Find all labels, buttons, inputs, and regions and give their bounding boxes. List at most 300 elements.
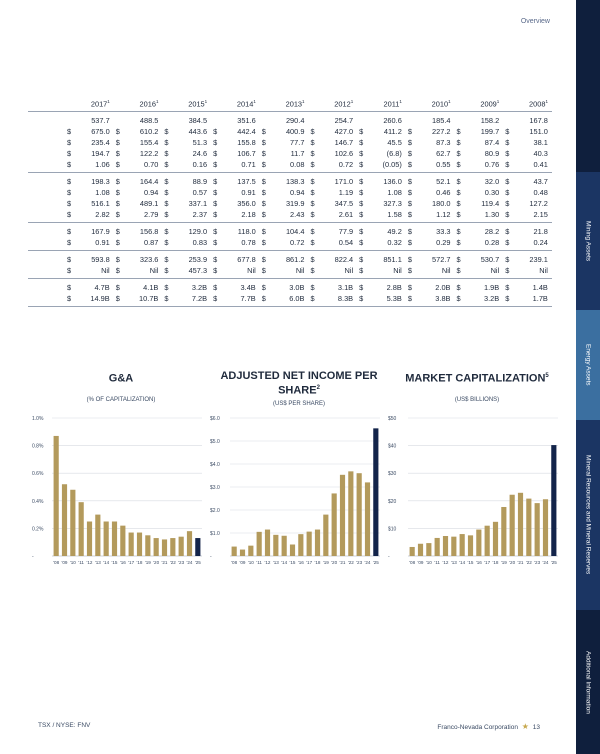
- table-cell: [65, 160, 114, 169]
- bar: [518, 493, 523, 556]
- bar: [476, 530, 481, 556]
- table-cell: [406, 116, 455, 125]
- table-cell: [162, 138, 211, 147]
- cell-value: 43.7: [533, 177, 548, 186]
- table-cell: [406, 210, 455, 219]
- y-tick-label: $10: [388, 526, 397, 533]
- currency-symbol: $: [261, 177, 266, 186]
- cell-value: 0.32: [387, 238, 402, 247]
- table-cell: [503, 149, 552, 158]
- side-nav-label: Energy Assets: [584, 344, 592, 386]
- cell-value: 2.61: [338, 210, 354, 219]
- bar: [145, 535, 150, 556]
- cell-value: 0.91: [241, 188, 256, 197]
- table-cell: [406, 294, 455, 303]
- bar: [273, 535, 278, 556]
- bar: [493, 522, 498, 556]
- table-cell: [162, 177, 211, 186]
- currency-symbol: $: [456, 127, 461, 136]
- currency-symbol: $: [310, 238, 315, 247]
- y-tick-label: $50: [388, 416, 397, 422]
- cell-value: 0.83: [192, 238, 208, 247]
- table-body: [28, 112, 552, 307]
- bar: [95, 515, 100, 556]
- cell-value: 122.2: [139, 149, 159, 158]
- footer-page-info: [437, 722, 540, 731]
- currency-symbol: $: [310, 127, 315, 136]
- currency-symbol: $: [310, 210, 315, 219]
- table-cell: [162, 188, 211, 197]
- table-cell: [65, 188, 114, 197]
- currency-symbol: $: [115, 266, 120, 275]
- currency-symbol: $: [407, 160, 412, 169]
- table-row-group: [28, 112, 552, 173]
- table-cell: [308, 210, 357, 219]
- table-cell: [211, 199, 260, 208]
- bar: [323, 515, 328, 556]
- cell-value: 443.6: [188, 127, 208, 136]
- currency-symbol: $: [261, 188, 266, 197]
- cell-value: Nil: [101, 266, 110, 275]
- table-row: [28, 159, 552, 170]
- cell-value: 851.1: [383, 255, 402, 264]
- currency-symbol: $: [359, 127, 364, 136]
- bar: [543, 499, 548, 556]
- currency-symbol: $: [456, 266, 461, 275]
- cell-value: 2.43: [290, 210, 305, 219]
- chart-subtitle: (% OF CAPITALIZATION): [86, 396, 156, 403]
- cell-value: 3.4B: [240, 283, 256, 292]
- chart-subtitle: (US$ PER SHARE): [272, 400, 325, 407]
- cell-value: 3.0B: [289, 283, 305, 292]
- bar: [365, 482, 370, 556]
- currency-symbol: $: [261, 227, 266, 236]
- currency-symbol: $: [407, 238, 412, 247]
- table-cell: [406, 149, 455, 158]
- side-nav-mining-assets[interactable]: [576, 172, 600, 310]
- cell-value: 0.46: [436, 188, 451, 197]
- cell-value: 7.2B: [191, 294, 208, 303]
- x-tick-label: '19: [322, 560, 329, 565]
- table-row: [28, 265, 552, 276]
- cell-value: 127.2: [529, 199, 548, 208]
- cell-value: 610.2: [139, 127, 159, 136]
- bar: [460, 534, 465, 556]
- cell-value: Nil: [393, 266, 402, 275]
- table-cell: [406, 227, 455, 236]
- side-nav-mineral-reserves[interactable]: [576, 420, 600, 610]
- table-cell: [260, 127, 309, 136]
- bar: [315, 530, 320, 556]
- cell-value: 87.3: [436, 138, 451, 147]
- table-cell: [357, 116, 406, 125]
- currency-symbol: $: [115, 149, 120, 158]
- side-nav-label: Additional Information: [584, 650, 592, 714]
- cell-value: 0.72: [338, 160, 354, 169]
- currency-symbol: $: [115, 188, 120, 197]
- currency-symbol: $: [456, 238, 461, 247]
- currency-symbol: $: [359, 294, 364, 303]
- cell-value: 356.0: [237, 199, 256, 208]
- bar: [162, 539, 167, 556]
- x-tick-label: '15: [289, 560, 296, 565]
- cell-value: 0.94: [290, 188, 305, 197]
- table-cell: [406, 266, 455, 275]
- currency-symbol: $: [261, 199, 266, 208]
- table-cell: [503, 255, 552, 264]
- cell-value: 0.71: [241, 160, 256, 169]
- table-cell: [455, 160, 504, 169]
- table-cell: [211, 116, 260, 125]
- table-cell: [162, 210, 211, 219]
- table-cell: [162, 199, 211, 208]
- cell-value: 0.16: [192, 160, 208, 169]
- table-row: [28, 176, 552, 187]
- cell-value: 1.08: [387, 188, 402, 197]
- cell-value: 442.4: [237, 127, 256, 136]
- currency-symbol: $: [505, 255, 510, 264]
- table-row: [28, 187, 552, 198]
- table-cell: [406, 127, 455, 136]
- cell-value: 3.1B: [337, 283, 354, 292]
- bar: [332, 493, 337, 556]
- cell-value: 0.57: [192, 188, 208, 197]
- cell-value: 3.2B: [483, 294, 500, 303]
- table-cell: [65, 255, 114, 264]
- cell-value: 49.2: [387, 227, 402, 236]
- table-cell: [455, 188, 504, 197]
- x-tick-label: '21: [517, 560, 524, 565]
- chart-title: MARKET CAPITALIZATION$^5$: [405, 372, 549, 385]
- currency-symbol: $: [67, 138, 72, 147]
- currency-symbol: $: [164, 266, 169, 275]
- cell-value: 167.8: [529, 116, 548, 125]
- cell-value: 151.0: [529, 127, 548, 136]
- table-cell: [65, 127, 114, 136]
- x-tick-label: '11: [78, 560, 84, 565]
- currency-symbol: $: [456, 255, 461, 264]
- table-cell: [503, 127, 552, 136]
- table-row: [28, 209, 552, 220]
- table-cell: [357, 266, 406, 275]
- y-tick-label: $20: [388, 498, 397, 505]
- table-cell: [260, 266, 309, 275]
- table-cell: [260, 199, 309, 208]
- y-tick-label: $6.0: [210, 416, 220, 422]
- cell-value: 0.41: [533, 160, 548, 169]
- table-cell: [211, 160, 260, 169]
- x-tick-label: '17: [128, 560, 135, 565]
- table-cell: [260, 255, 309, 264]
- bar: [435, 538, 440, 556]
- cell-value: 77.9: [338, 227, 354, 236]
- currency-symbol: $: [359, 160, 364, 169]
- cell-value: 129.0: [188, 227, 208, 236]
- cell-value: 3.2B: [191, 283, 208, 292]
- cell-value: 87.4: [484, 138, 500, 147]
- table-cell: [455, 283, 504, 292]
- cell-value: 227.2: [432, 127, 451, 136]
- star-icon: ★: [521, 722, 529, 731]
- cell-value: 5.3B: [386, 294, 402, 303]
- cell-value: 62.7: [436, 149, 451, 158]
- x-tick-label: '16: [297, 560, 304, 565]
- table-cell: [308, 199, 357, 208]
- currency-symbol: $: [164, 138, 169, 147]
- bar: [451, 537, 456, 556]
- table-row: [28, 137, 552, 148]
- cell-value: 4.7B: [94, 283, 110, 292]
- currency-symbol: $: [407, 266, 412, 275]
- currency-symbol: $: [261, 160, 266, 169]
- year-header: 2008$^1$: [529, 98, 548, 108]
- table-cell: [455, 266, 504, 275]
- bar: [104, 522, 109, 557]
- currency-symbol: $: [505, 160, 510, 169]
- table-cell: [162, 227, 211, 236]
- table-cell: [260, 160, 309, 169]
- table-cell: [114, 149, 163, 158]
- table-cell: [114, 138, 163, 147]
- table-cell: [114, 199, 163, 208]
- table-cell: [260, 177, 309, 186]
- cell-value: 118.0: [237, 227, 256, 236]
- table-cell: [308, 283, 357, 292]
- table-cell: [211, 227, 260, 236]
- cell-value: 593.8: [91, 255, 110, 264]
- currency-symbol: $: [359, 177, 364, 186]
- table-cell: [503, 116, 552, 125]
- x-tick-label: '10: [69, 560, 76, 565]
- currency-symbol: $: [164, 227, 169, 236]
- cell-value: 0.70: [143, 160, 159, 169]
- y-tick-label: 0.8%: [32, 443, 44, 450]
- side-nav-energy-assets[interactable]: [576, 310, 600, 420]
- side-nav-overview[interactable]: [576, 0, 600, 172]
- x-tick-label: '12: [86, 560, 93, 565]
- table-cell: [260, 283, 309, 292]
- chart-adjusted-net-income-plot: [208, 414, 390, 578]
- currency-symbol: $: [67, 210, 72, 219]
- x-tick-label: '18: [136, 560, 143, 565]
- table-cell: [162, 149, 211, 158]
- bar: [290, 545, 295, 557]
- table-cell: [357, 210, 406, 219]
- table-cell: [162, 116, 211, 125]
- x-tick-label: '25: [550, 560, 557, 565]
- section-label: Overview: [520, 18, 550, 25]
- chart-ga-plot: [30, 414, 212, 578]
- x-tick-label: '23: [178, 560, 185, 565]
- y-tick-label: 0.4%: [32, 498, 44, 505]
- x-tick-label: '10: [425, 560, 432, 565]
- table-row: [28, 115, 552, 126]
- table-cell: [308, 238, 357, 247]
- table-cell: [114, 188, 163, 197]
- cell-value: 156.8: [139, 227, 159, 236]
- x-tick-label: '09: [61, 560, 68, 565]
- cell-value: 0.76: [484, 160, 500, 169]
- table-cell: [406, 255, 455, 264]
- currency-symbol: $: [67, 283, 72, 292]
- currency-symbol: $: [67, 149, 72, 158]
- year-header: 2014$^1$: [236, 98, 256, 108]
- chart-title: ADJUSTED NET INCOME PER SHARE$^2$: [220, 370, 378, 397]
- table-cell: [357, 160, 406, 169]
- currency-symbol: $: [310, 266, 315, 275]
- financial-summary-table: [28, 96, 552, 307]
- table-cell: [162, 127, 211, 136]
- x-tick-label: '18: [492, 560, 499, 565]
- table-cell: [455, 116, 504, 125]
- cell-value: 347.5: [334, 199, 354, 208]
- currency-symbol: $: [505, 210, 510, 219]
- table-cell: [211, 188, 260, 197]
- side-navigation: [576, 0, 600, 754]
- table-cell: [162, 238, 211, 247]
- cell-value: 572.7: [432, 255, 451, 264]
- currency-symbol: $: [261, 266, 266, 275]
- cell-value: 530.7: [480, 255, 500, 264]
- y-tick-label: $5.0: [210, 439, 220, 445]
- cell-value: 323.6: [139, 255, 159, 264]
- footer-ticker: TSX / NYSE: FNV: [38, 722, 91, 729]
- table-cell: [162, 294, 211, 303]
- table-cell: [308, 266, 357, 275]
- currency-symbol: $: [310, 294, 315, 303]
- table-cell: [357, 283, 406, 292]
- cell-value: 290.4: [285, 116, 305, 125]
- bar: [54, 436, 59, 556]
- currency-symbol: $: [213, 138, 218, 147]
- table-row-group: [28, 251, 552, 279]
- table-cell: [211, 283, 260, 292]
- cell-value: 104.4: [285, 227, 305, 236]
- currency-symbol: $: [164, 149, 169, 158]
- footer-page-number: 13: [532, 724, 540, 731]
- cell-value: 488.5: [139, 116, 159, 125]
- bar: [187, 531, 192, 556]
- cell-value: 537.7: [91, 116, 110, 125]
- currency-symbol: $: [115, 294, 120, 303]
- currency-symbol: $: [505, 227, 510, 236]
- cell-value: 21.8: [533, 227, 548, 236]
- cell-value: Nil: [149, 266, 159, 275]
- cell-value: 11.7: [290, 149, 305, 158]
- currency-symbol: $: [407, 127, 412, 136]
- currency-symbol: $: [115, 138, 120, 147]
- cell-value: 0.91: [95, 238, 110, 247]
- cell-value: 146.7: [334, 138, 354, 147]
- currency-symbol: $: [213, 294, 218, 303]
- table-cell: [65, 294, 114, 303]
- x-tick-label: '08: [53, 560, 60, 565]
- table-cell: [357, 238, 406, 247]
- cell-value: 45.5: [387, 138, 402, 147]
- table-cell: [455, 199, 504, 208]
- currency-symbol: $: [115, 199, 120, 208]
- currency-symbol: $: [359, 255, 364, 264]
- x-tick-label: '09: [417, 560, 424, 565]
- cell-value: 1.19: [338, 188, 354, 197]
- currency-symbol: $: [67, 294, 72, 303]
- table-cell: [308, 149, 357, 158]
- side-nav-additional-info[interactable]: [576, 610, 600, 754]
- currency-symbol: $: [407, 177, 412, 186]
- currency-symbol: $: [456, 210, 461, 219]
- cell-value: (6.8): [386, 149, 402, 158]
- cell-value: 198.3: [91, 177, 110, 186]
- table-cell: [357, 199, 406, 208]
- table-cell: [357, 227, 406, 236]
- currency-symbol: $: [505, 177, 510, 186]
- currency-symbol: $: [164, 188, 169, 197]
- cell-value: 33.3: [436, 227, 451, 236]
- x-tick-label: '17: [484, 560, 491, 565]
- table-cell: [503, 188, 552, 197]
- x-tick-label: '22: [347, 560, 354, 565]
- table-cell: [455, 127, 504, 136]
- table-cell: [162, 266, 211, 275]
- table-cell: [65, 238, 114, 247]
- table-cell: [406, 188, 455, 197]
- table-cell: [308, 294, 357, 303]
- table-cell: [308, 160, 357, 169]
- cell-value: 2.0B: [435, 283, 451, 292]
- cell-value: 136.0: [383, 177, 402, 186]
- table-cell: [503, 160, 552, 169]
- table-cell: [114, 177, 163, 186]
- currency-symbol: $: [505, 149, 510, 158]
- currency-symbol: $: [505, 283, 510, 292]
- table-cell: [357, 294, 406, 303]
- cell-value: 10.7B: [139, 294, 159, 303]
- cell-value: 489.1: [139, 199, 159, 208]
- currency-symbol: $: [213, 238, 218, 247]
- year-header: 2011$^1$: [383, 98, 402, 108]
- cell-value: 1.08: [95, 188, 110, 197]
- table-cell: [455, 138, 504, 147]
- chart-ga: [30, 370, 212, 580]
- currency-symbol: $: [407, 138, 412, 147]
- cell-value: 199.7: [480, 127, 500, 136]
- table-row: [28, 293, 552, 304]
- bar: [340, 475, 345, 556]
- cell-value: 677.8: [237, 255, 256, 264]
- currency-symbol: $: [164, 127, 169, 136]
- x-tick-label: '16: [475, 560, 482, 565]
- x-tick-label: '24: [186, 560, 193, 565]
- bar: [195, 538, 200, 556]
- table-cell: [162, 160, 211, 169]
- currency-symbol: $: [456, 149, 461, 158]
- chart-market-cap-plot: [386, 414, 568, 578]
- currency-symbol: $: [407, 188, 412, 197]
- table-cell: [455, 238, 504, 247]
- table-cell: [114, 116, 163, 125]
- cell-value: 180.0: [432, 199, 451, 208]
- cell-value: Nil: [490, 266, 500, 275]
- cell-value: 1.4B: [532, 283, 548, 292]
- cell-value: 2.37: [192, 210, 208, 219]
- cell-value: 1.7B: [532, 294, 548, 303]
- table-cell: [114, 294, 163, 303]
- cell-value: 0.55: [436, 160, 451, 169]
- cell-value: (0.05): [382, 160, 402, 169]
- currency-symbol: $: [310, 227, 315, 236]
- bar: [373, 428, 378, 556]
- currency-symbol: $: [456, 199, 461, 208]
